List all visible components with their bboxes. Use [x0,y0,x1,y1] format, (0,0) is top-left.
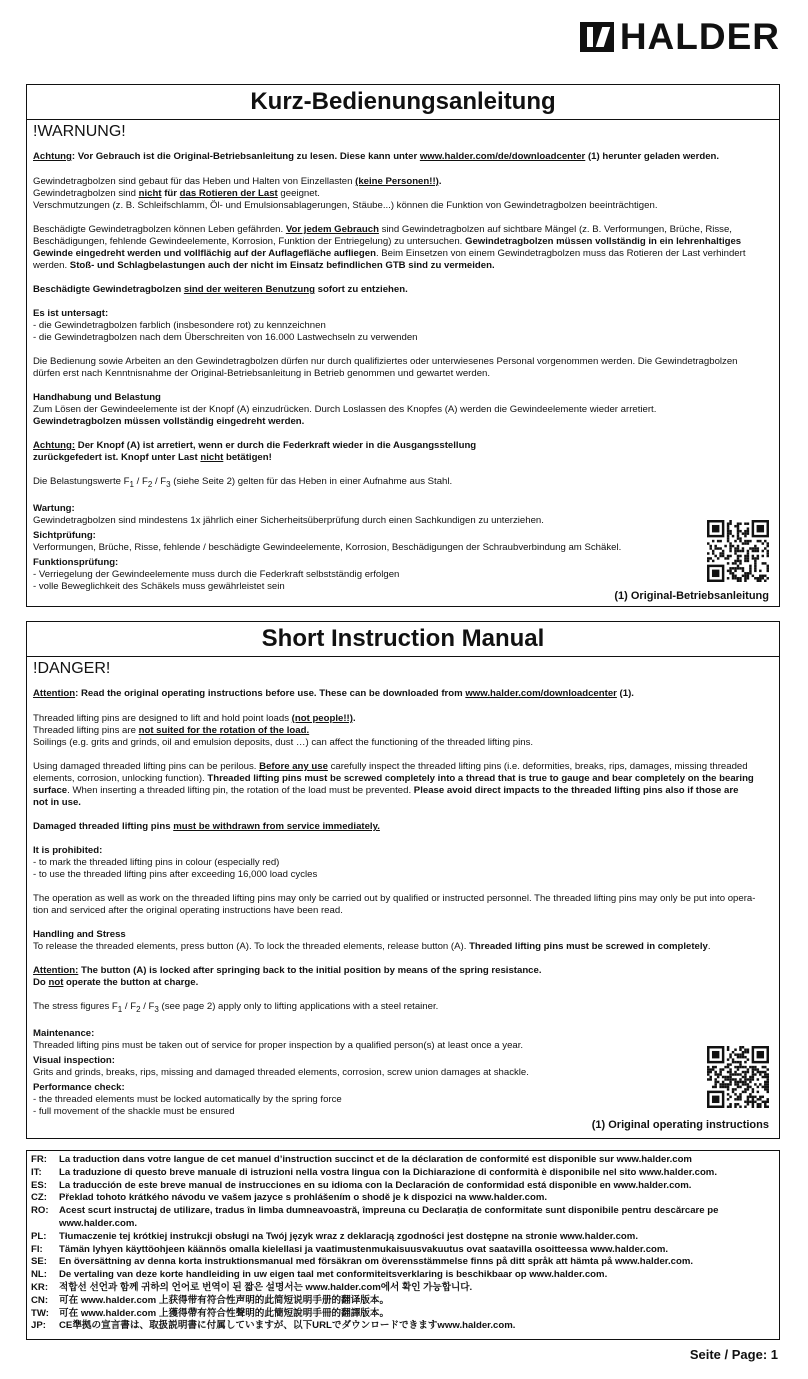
translation-row [31,1231,775,1244]
german-handling-heading: Handhabung und Belastung [33,392,161,403]
translation-text: 可在 www.halder.com 上获得带有符合性声明的此简短说明手册的翻译版本。 [59,1294,390,1306]
translation-text: Tämän lyhyen käyttöohjeen käännös omalla kielellasi ja vaatimustenmukaisuusvakuutus ovat saatavilla osoitteessa www.halder.com. [59,1243,669,1255]
translation-row [31,1320,775,1333]
english-qr-caption: (1) Original operating instructions [591,1119,769,1131]
translation-language-code: FR: [31,1154,47,1165]
translation-text: 可在 www.halder.com 上獲得帶有符合性聲明的此簡短說明手冊的翻譯版本。 [59,1307,390,1319]
translation-row [31,1256,775,1269]
english-prohibited-heading: It is prohibited: [33,845,103,856]
translation-row [31,1282,775,1295]
translation-language-code: CN: [31,1294,49,1306]
brand-name: HALDER [619,16,780,57]
german-qr-caption: (1) Original-Betriebsanleitung [614,590,769,602]
translation-language-code: NL: [31,1269,47,1281]
german-qr-code-icon[interactable] [707,520,769,582]
translation-language-code: IT: [31,1166,42,1178]
translation-row [31,1205,775,1231]
german-achtung: Achtung: Vor Gebrauch ist die Original-Betriebsanleitung zu lesen. Diese kann unter www.halder.com/de/downloadcenter (1) herunter geladen werden. [33,151,720,162]
translation-text: Překlad tohoto krátkého návodu ve vašem jazyce s prohlášením o shodě je k dispozici na www.halder.com. [59,1192,548,1204]
translation-text: La traducción de este breve manual de instrucciones en su idioma con la Declaración de conformidad está disponible en www.halder.com. [59,1179,692,1191]
translation-language-code: FI: [31,1243,43,1255]
page-number: Seite / Page: 1 [689,1347,778,1362]
english-handling-heading: Handling and Stress [33,929,126,940]
translation-row [31,1154,775,1167]
translation-row [31,1308,775,1321]
translation-text: La traduzione di questo breve manuale di istruzioni nella vostra lingua con la Dichiarazione di conformità è disponibile nel sito www.halder.com. [59,1166,718,1178]
translation-language-code: KR: [31,1281,49,1293]
english-warning: !DANGER! [33,660,111,677]
translations-box [26,1150,780,1340]
translation-row [31,1295,775,1308]
english-title: Short Instruction Manual [27,622,779,657]
english-section [26,621,780,1139]
translation-text: De vertaling van deze korte handleiding in uw eigen taal met conformiteitsverklaring is beschikbaar op www.halder.com. [59,1269,608,1281]
translation-language-code: SE: [31,1256,47,1268]
translation-text: Tłumaczenie tej krótkiej instrukcji obsługi na Twój język wraz z deklaracją zgodności jest dostępne na stronie www.halder.com. [59,1230,638,1242]
halder-logo [580,18,780,55]
english-content: Attention: Read the original operating instructions before use. These can be downloaded from www.halder.com/downloadcenter (1). Threaded lifting pins are designed to lift and hold point loads (not people!!). Threaded lifting pins are not suited for the rotation of the load. Soilings (e.g. grits and grinds, oil and emulsion deposits, dust …) can affect the functioning of the threaded lifting pins. Using damaged threaded lifting pins can be perilous. Before any use carefully inspect the threaded lifting pins (i.e. deformities, breaks, rips, damages, missing threaded elements, corrosion, unlocking function). Threaded lifting pins must be screwed completely into a thread that is true to gauge and bear completely on the bearing surface. When inserting a threaded lifting pin, the rotation of the load must be prevented. Please avoid direct impacts to the threaded lifting pins also if those are not in use. Damaged threaded lifting pins must be withdrawn from service immediately. It is prohibited: - to mark the threaded lifting pins in colour (especially red) - to use the threaded lifting pins after exceeding 16,000 load cycles The operation as well as work on the threaded lifting pins may only be carried out by qualified or instructed personnel. The threaded lifting pins may only be put into opera- tion and serviced after the original operating instructions have been read. Handling and Stress To release the threaded elements, press button (A). To lock the threaded elements, release button (A). Threaded lifting pins must be screwed in completely. Attention: The button (A) is locked after springing back to the initial position by means of the spring resistance. Do not operate the button at charge. The stress figures $F_1 / F_2 / F_3$ (see page 2) apply only to lifting applications with a steel retainer. Maintenance: Threaded lifting pins must be taken out of service for proper inspection by a qualified person(s) at least once a year. Visual inspection: Grits and grinds, breaks, rips, missing and damaged threaded elements, corrosion, screw union damages at shackle. Performance check: - the threaded elements must be locked automatically by the spring force - full movement of the shackle must be ensured [27,678,779,1118]
translation-text: Acest scurt instructaj de utilizare, tradus în limba dumneavoastră, împreuna cu Declarația de conformitate sunt disponibile pentru descărcare pe www.halder.com. [59,1205,719,1229]
english-download-link[interactable]: www.halder.com/downloadcenter [465,688,617,699]
translation-language-code: TW: [31,1307,49,1319]
german-title: Kurz-Bedienungsanleitung [27,85,779,120]
german-content: Achtung: Vor Gebrauch ist die Original-Betriebsanleitung zu lesen. Diese kann unter www.halder.com/de/downloadcenter (1) herunter geladen werden. Gewindetragbolzen sind gebaut für das Heben und Halten von Einzellasten (keine Personen!!). Gewindetragbolzen sind nicht für das Rotieren der Last geeignet. Verschmutzungen (z. B. Schleifschlamm, Öl- und Emulsionsablagerungen, Stäube...) können die Funktion von Gewindetragbolzen beeinträchtigen. Beschädigte Gewindetragbolzen können Leben gefährden. Vor jedem Gebrauch sind Gewindetragbolzen auf sichtbare Mängel (z. B. Verformungen, Brüche, Risse, Beschädigungen, fehlende Gewindeelemente, Korrosion, Funktion der Entriegelung) zu untersuchen. Gewindetragbolzen müssen vollständig in ein lehrenhaltiges Gewinde eingedreht werden und vollflächig auf der Auflagefläche aufliegen. Beim Einsetzen von einem Gewindetragbolzen muss das Rotieren der Last verhindert werden. Stoß- und Schlagbelastungen auch der nicht im Einsatz befindlichen GTB sind zu vermeiden. Beschädigte Gewindetragbolzen sind der weiteren Benutzung sofort zu entziehen. Es ist untersagt: - die Gewindetragbolzen farblich (insbesondere rot) zu kennzeichnen - die Gewindetragbolzen nach dem Überschreiten von 16.000 Lastwechseln zu verwenden Die Bedienung sowie Arbeiten an den Gewindetragbolzen dürfen nur durch qualifiziertes oder unterwiesenes Personal vorgenommen werden. Die Gewindetragbolzen dürfen erst nach Kenntnisnahme der Original-Betriebsanleitung in Betrieb genommen und gewartet werden. Handhabung und Belastung Zum Lösen der Gewindeelemente ist der Knopf (A) einzudrücken. Durch Loslassen des Knopfes (A) werden die Gewindeelemente wieder arretiert. Gewindetragbolzen müssen vollständig eingedreht werden. Achtung: Der Knopf (A) ist arretiert, wenn er durch die Federkraft wieder in die Ausgangsstellung zurückgefedert ist. Knopf unter Last nicht betätigen! Die Belastungswerte $F_1 / F_2 / F_3$ (siehe Seite 2) gelten für das Heben in einer Aufnahme aus Stahl. Wartung: Gewindetragbolzen sind mindestens 1x jährlich einer Sicherheitsüberprüfung durch einen Sachkundigen zu unterziehen. Sichtprüfung: Verformungen, Brüche, Risse, fehlende / beschädigte Gewindeelemente, Korrosion, Beschädigungen der Schraubverbindung am Schäkel. Funktionsprüfung: - Verriegelung der Gewindeelemente muss durch die Federkraft selbstständig erfolgen - volle Beweglichkeit des Schäkels muss gewährleistet sein [27,141,779,593]
translation-text: La traduction dans votre langue de cet manuel d’instruction succinct et de la déclaration de conformité est disponible sur www.halder.com [59,1154,692,1165]
translation-text: En översättning av denna korta instruktionsmanual med försäkran om överensstämmelse finns på ditt språk att hämta på www.halder.com. [59,1256,694,1268]
english-qr-code-icon[interactable] [707,1046,769,1108]
translation-language-code: PL: [31,1230,47,1242]
translations-list [31,1154,775,1333]
translation-row [31,1269,775,1282]
translation-language-code: CZ: [31,1192,47,1204]
german-section [26,84,780,607]
german-forbidden-heading: Es ist untersagt: [33,308,109,319]
translation-row [31,1180,775,1193]
halder-logo-icon [580,22,614,52]
translation-row [31,1167,775,1180]
translation-language-code: RO: [31,1205,49,1217]
translation-language-code: ES: [31,1179,47,1191]
german-warning: !WARNUNG! [33,123,126,140]
translation-text: 적합선 선언과 함께 귀하의 언어로 번역이 된 짧은 설명서는 www.halder.com에서 확인 가능합니다. [59,1281,473,1293]
translation-language-code: JP: [31,1320,46,1332]
translation-row [31,1192,775,1205]
translation-row [31,1244,775,1257]
german-download-link[interactable]: www.halder.com/de/downloadcenter [419,151,586,162]
translation-text: CE準拠の宣言書は、取扱説明書に付属していますが、以下URLでダウンロードできますwww.halder.com. [59,1320,516,1332]
